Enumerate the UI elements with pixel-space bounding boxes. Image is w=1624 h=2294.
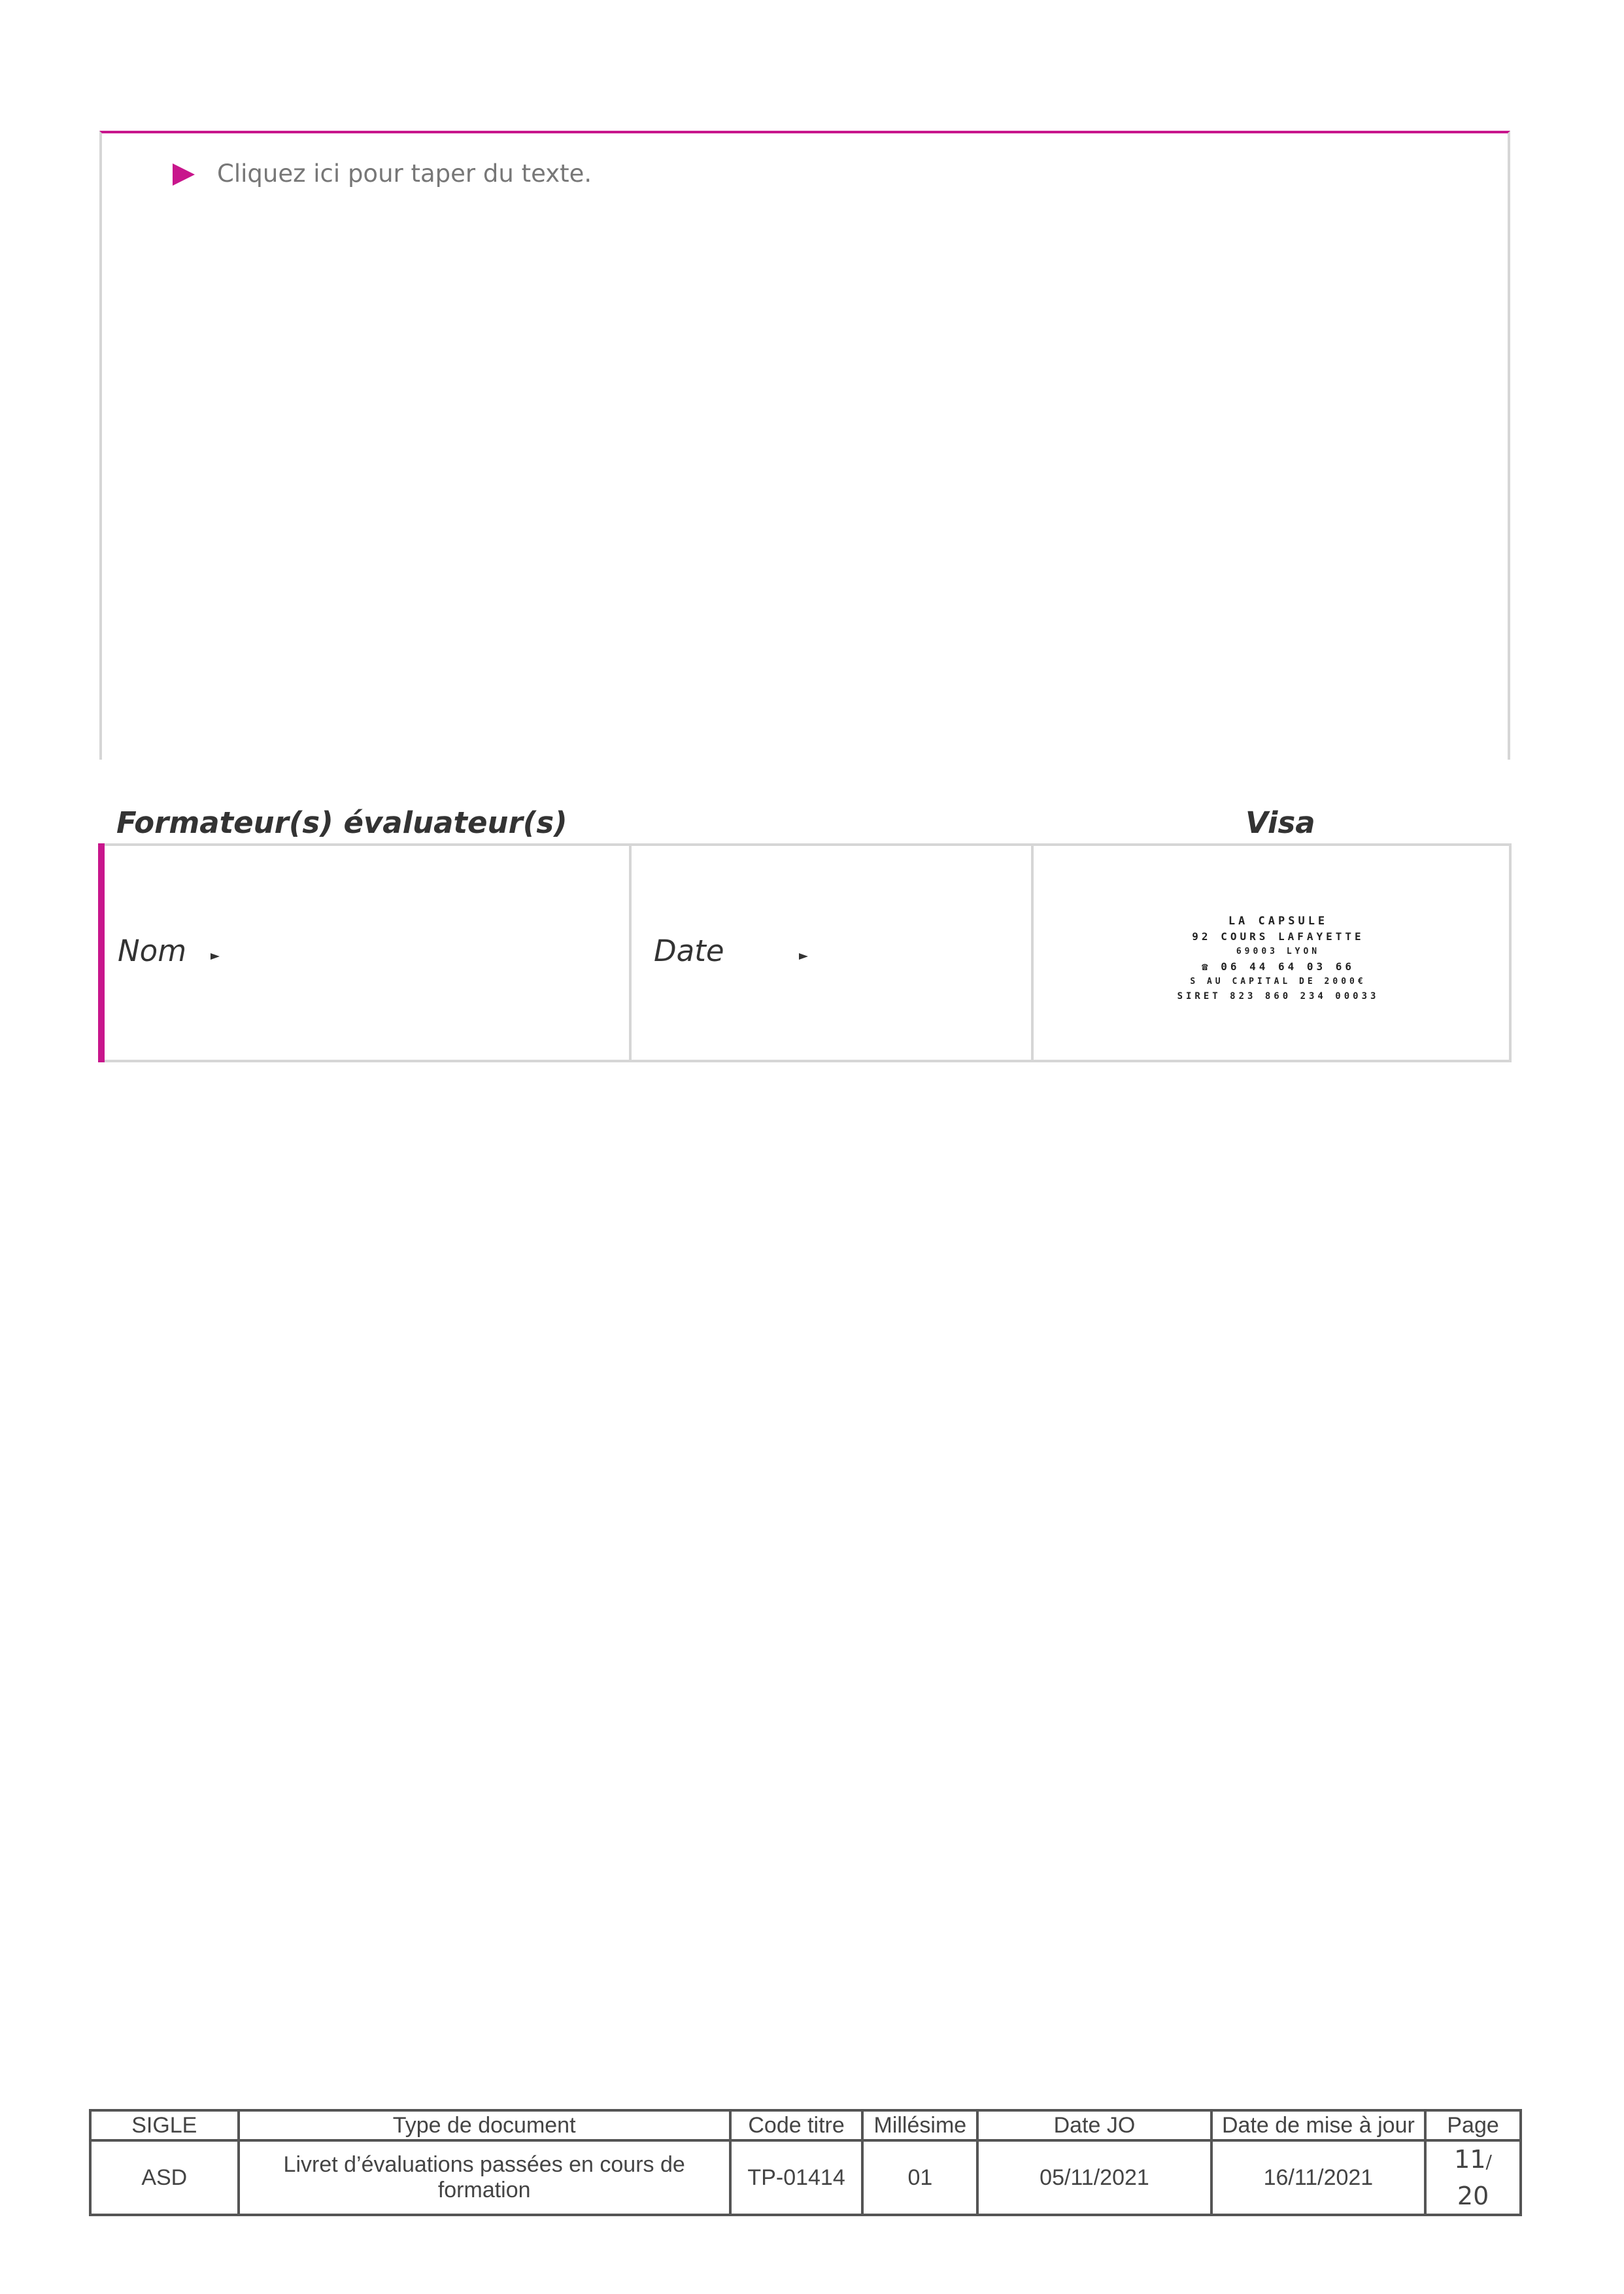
evaluators-heading: Formateur(s) évaluateur(s) <box>116 805 567 840</box>
date-label: Date <box>654 934 724 968</box>
column-divider <box>1031 846 1034 1060</box>
stamp-line: 69003 LYON <box>1236 947 1321 956</box>
name-field-arrow-icon[interactable] <box>211 953 220 960</box>
page-separator: / <box>1485 2151 1492 2172</box>
header-millesime: Millésime <box>862 2110 977 2140</box>
page-current: 11 <box>1454 2145 1486 2174</box>
stamp-line: ☎ 06 44 64 03 66 <box>1201 960 1355 973</box>
header-code: Code titre <box>730 2110 863 2140</box>
header-sigle: SIGLE <box>90 2110 239 2140</box>
value-millesime: 01 <box>862 2140 977 2215</box>
stamp-line: LA CAPSULE <box>1228 915 1328 928</box>
value-type: Livret d’évaluations passées en cours de formation <box>239 2140 730 2215</box>
header-page: Page <box>1425 2110 1521 2140</box>
date-field-arrow-icon[interactable] <box>799 953 808 960</box>
visa-heading: Visa <box>1245 805 1315 840</box>
page-total: 20 <box>1457 2182 1489 2210</box>
bullet-arrow-icon <box>173 163 195 186</box>
document-footer-table <box>89 2109 1522 2216</box>
page-number <box>1425 2140 1521 2215</box>
stamp-line: S AU CAPITAL DE 2000€ <box>1190 977 1366 987</box>
column-divider <box>629 846 632 1060</box>
stamp-line: 92 COURS LAFAYETTE <box>1192 930 1364 943</box>
value-code: TP-01414 <box>730 2140 863 2215</box>
value-sigle: ASD <box>90 2140 239 2215</box>
header-date-jo: Date JO <box>977 2110 1211 2140</box>
header-date-maj: Date de mise à jour <box>1211 2110 1425 2140</box>
company-stamp <box>1170 914 1386 1004</box>
accent-bar <box>98 843 105 1062</box>
stamp-line: SIRET 823 860 234 00033 <box>1177 991 1379 1002</box>
name-label: Nom <box>118 934 187 968</box>
text-placeholder[interactable]: Cliquez ici pour taper du texte. <box>217 160 592 188</box>
value-date-jo: 05/11/2021 <box>977 2140 1211 2215</box>
text-entry-box[interactable] <box>99 131 1510 760</box>
value-date-maj: 16/11/2021 <box>1211 2140 1425 2215</box>
header-type: Type de document <box>239 2110 730 2140</box>
